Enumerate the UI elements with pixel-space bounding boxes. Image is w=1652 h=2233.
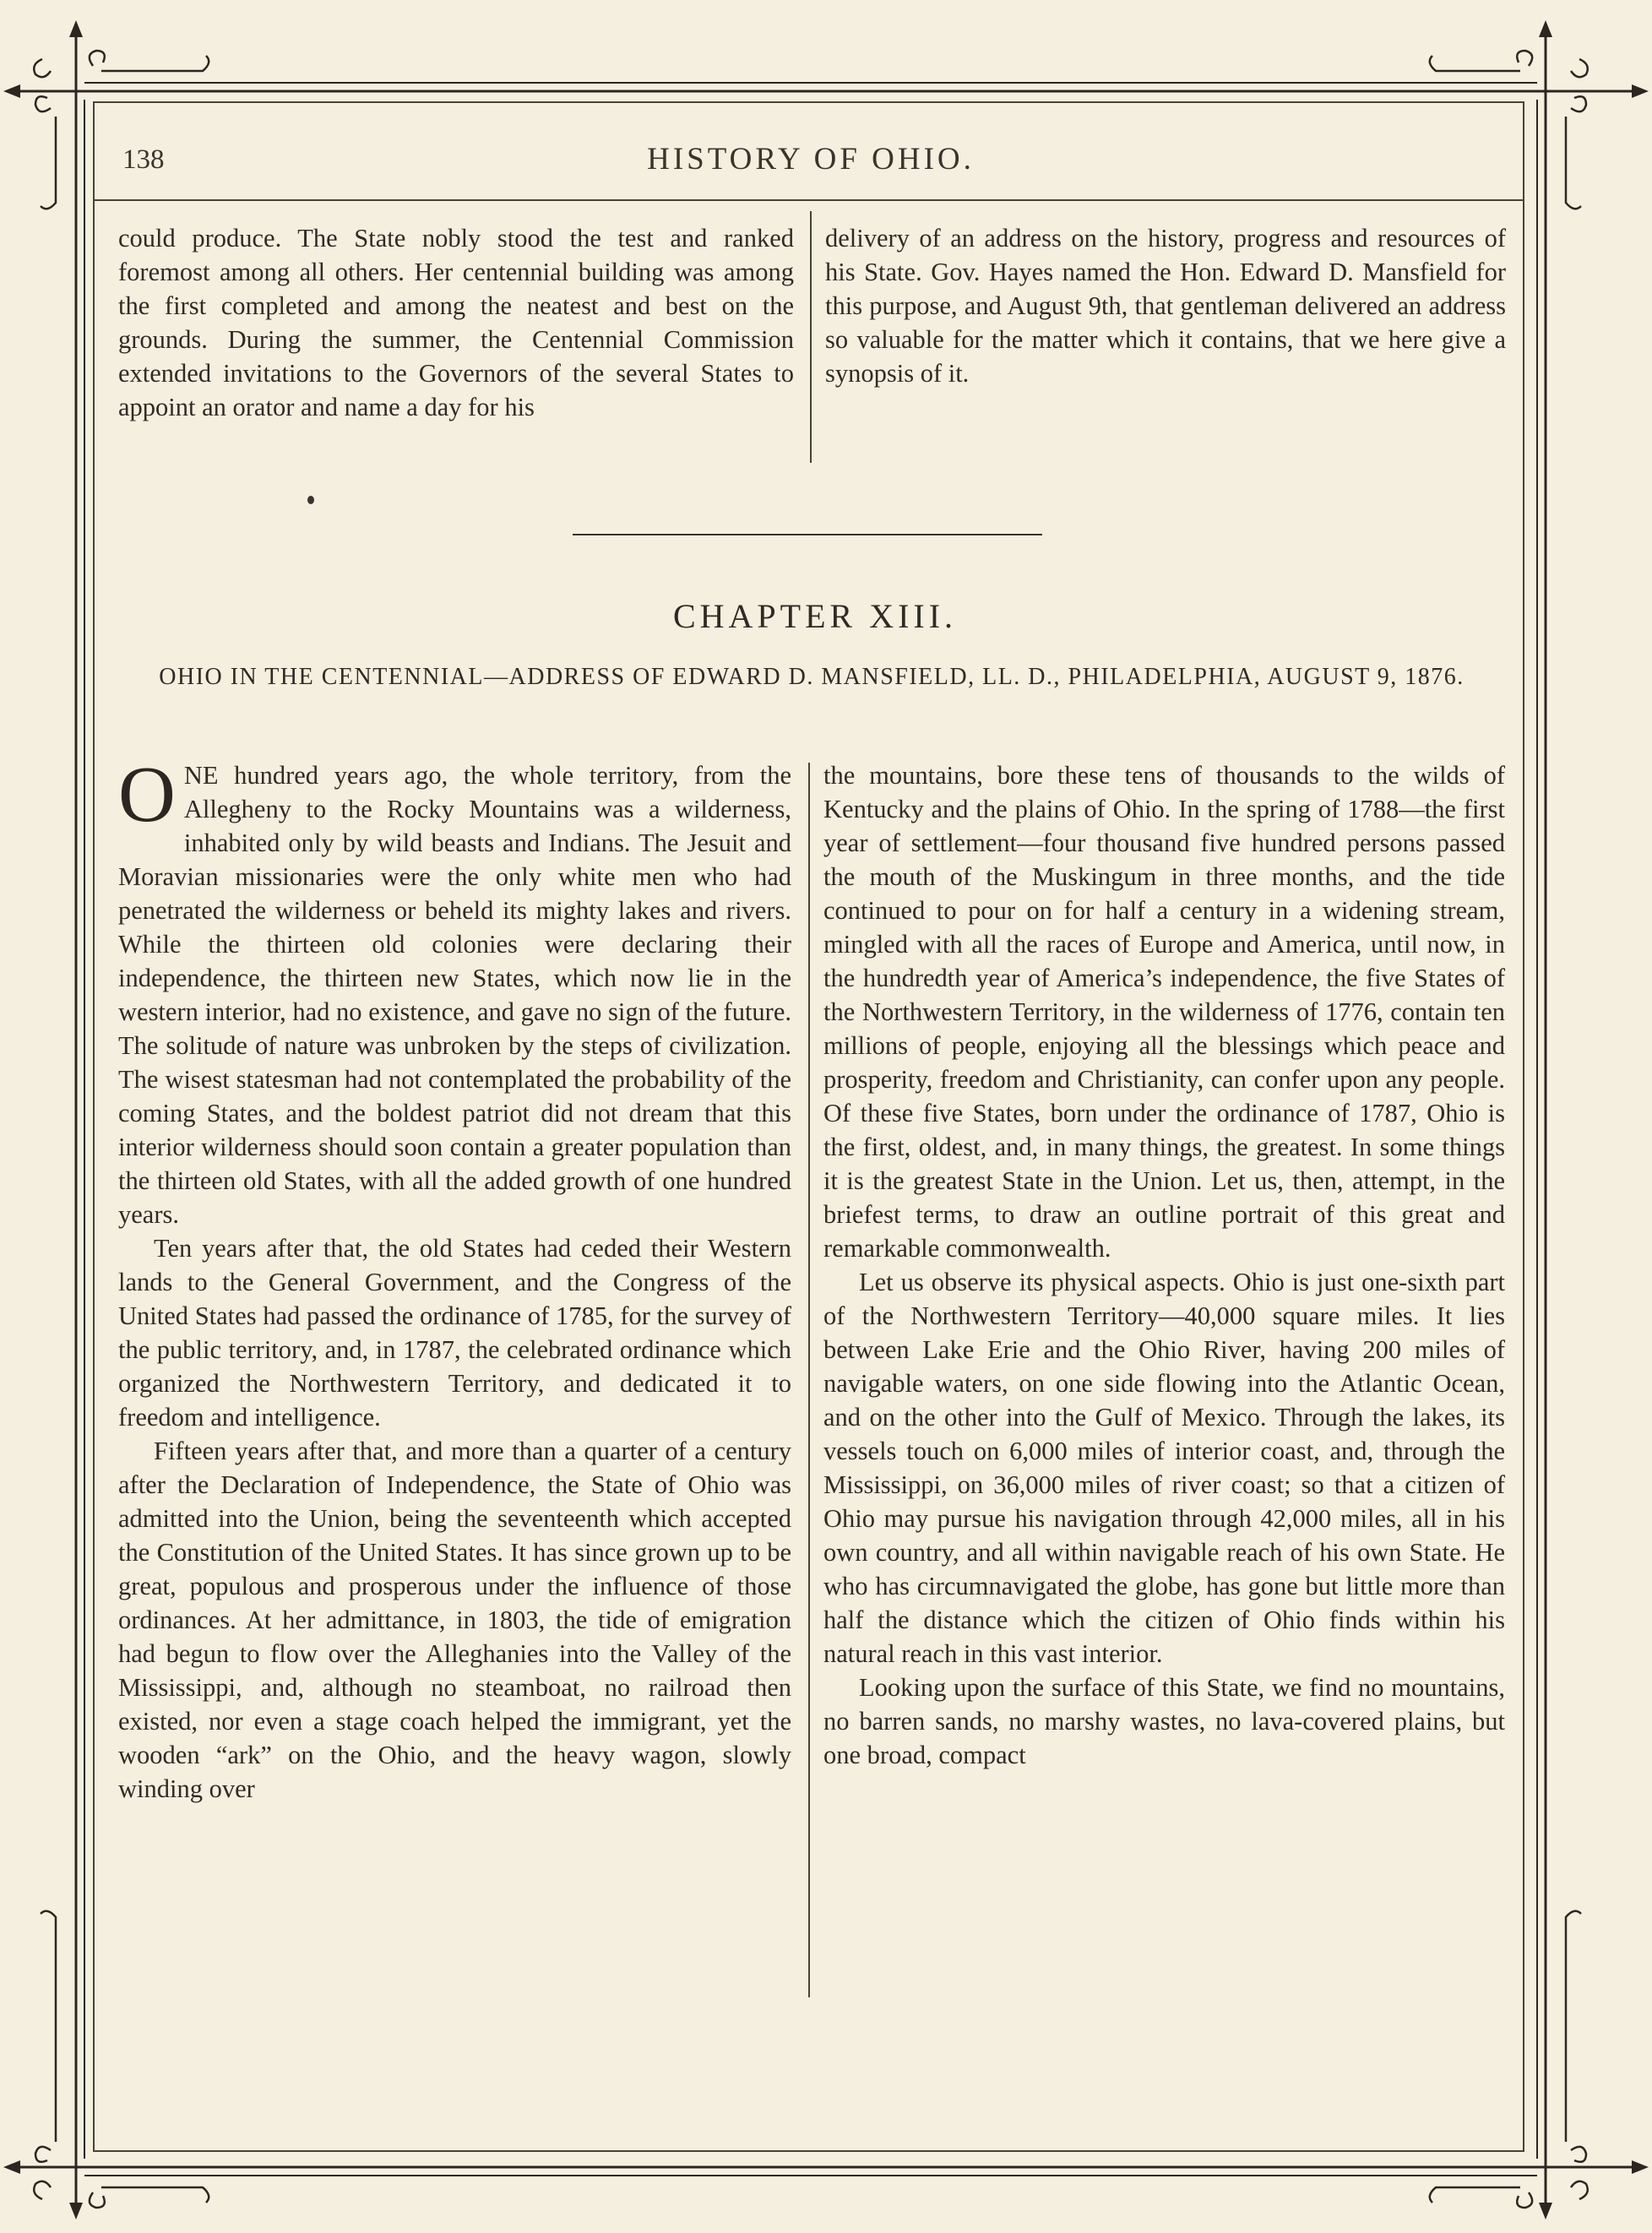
chapter-subtitle: OHIO IN THE CENTENNIAL—ADDRESS OF EDWARD D. MANSFIELD, LL. D., PHILADELPHIA, AUGUST 9, 1876. — [159, 664, 1465, 690]
header-rule — [93, 199, 1524, 201]
column-divider — [808, 763, 810, 1997]
opening-paragraph — [118, 751, 791, 1231]
paragraph: could produce. The State nobly stood the test and ranked foremost among all others. Her centennial building was among the first completed and among the neatest and best on the grounds. During the summer, the Centennial Commission extended invitations to the Governors of the several States to appoint an orator and name a day for his — [118, 224, 794, 421]
page-number: 138 — [122, 144, 165, 175]
paragraph: Looking upon the surface of this State, we find no mountains, no barren sands, no marshy wastes, no lava-covered plains, but one broad, compact — [823, 1673, 1505, 1769]
chapter-rule — [573, 534, 1042, 535]
running-title: HISTORY OF OHIO. — [647, 142, 975, 177]
paragraph: Let us observe its physical aspects. Ohio is just one-sixth part of the Northwestern Territory—40,000 square miles. It lies between Lake Erie and the Ohio River, having 200 miles of navigable waters, on one side flowing into the Atlantic Ocean, and on the other into the Gulf of Mexico. Through the lakes, its vessels touch on 6,000 miles of interior coast, and, through the Mississippi, on 36,000 miles of river coast; so that a citizen of Ohio may pursue his navigation through 42,000 miles, all in his own country, and all within navigable reach of his own State. He who has circumnavigated the globe, has gone but little more than half the distance which the citizen of Ohio finds within his natural reach in this vast interior. — [823, 1268, 1505, 1668]
drop-cap: O — [118, 751, 176, 839]
main-left-column — [118, 751, 791, 2000]
paragraph: Fifteen years after that, and more than a quarter of a century after the Declaration of Independence, the State of Ohio was admitted into the Union, being the seventeenth which accepted the Constitution of the United States. It has since grown up to be great, populous and prosperous under the influence of those ordinances. At her admittance, in 1803, the tide of emigration had begun to flow over the Alleghanies into the Valley of the Mississippi, and, although no steamboat, no railroad then existed, nor even a stage coach helped the immigrant, yet the wooden “ark” on the Ohio, and the heavy wagon, slowly winding over — [118, 1437, 791, 1803]
running-head — [110, 139, 1512, 182]
paragraph: the mountains, bore these tens of thousands to the wilds of Kentucky and the plains of Ohio. In the spring of 1788—the first year of settlement—four thousand five hundred persons passed the mouth of the Muskingum in three months, and the tide continued to pour on for half a century in a widening stream, mingled with all the races of Europe and America, until now, in the hundredth year of America’s independence, the five States of the Northwestern Territory, in the wilderness of 1776, contain ten millions of people, enjoying all the blessings which peace and prosperity, freedom and Christianity, can confer upon any people. Of these five States, born under the ordinance of 1787, Ohio is the first, oldest, and, in many things, the greatest. In some things it is the greatest State in the Union. Let us, then, attempt, in the briefest terms, to draw an outline portrait of this great and remarkable commonwealth. — [823, 761, 1505, 1263]
main-right-column — [823, 758, 1505, 2000]
top-left-column — [118, 221, 794, 458]
paragraph: Ten years after that, the old States had ceded their Western lands to the General Government, and the Congress of the United States had passed the ordinance of 1785, for the survey of the public territory, and, in 1787, the celebrated ordinance which organized the Northwestern Territory, and dedicated it to freedom and intelligence. — [118, 1234, 791, 1432]
chapter-title: CHAPTER XIII. — [672, 597, 958, 635]
paragraph-text: NE hundred years ago, the whole territory, from the Allegheny to the Rocky Mountains was a wilderness, inhabited only by wild beasts and Indians. The Jesuit and Moravian missionaries were the only white men who had penetrated the wilderness or beheld its mighty lakes and rivers. While the thirteen old colonies were declaring their independence, the thirteen new States, which now lie in the western interior, had no existence, and gave no sign of the future. The solitude of nature was unbroken by the steps of civilization. The wisest statesman had not contemplated the probability of the coming States, and the boldest patriot did not dream that this interior wilderness should soon contain a greater population than the thirteen old States, with all the added growth of one hundred years. — [118, 761, 791, 1229]
ink-dot — [307, 496, 314, 504]
paragraph: delivery of an address on the history, progress and resources of his State. Gov. Hayes named the Hon. Edward D. Mansfield for this purpose, and August 9th, that gentleman delivered an address so valuable for the matter which it contains, that we here give a synopsis of it. — [825, 224, 1506, 388]
top-right-column — [825, 221, 1506, 424]
column-divider — [810, 211, 812, 463]
